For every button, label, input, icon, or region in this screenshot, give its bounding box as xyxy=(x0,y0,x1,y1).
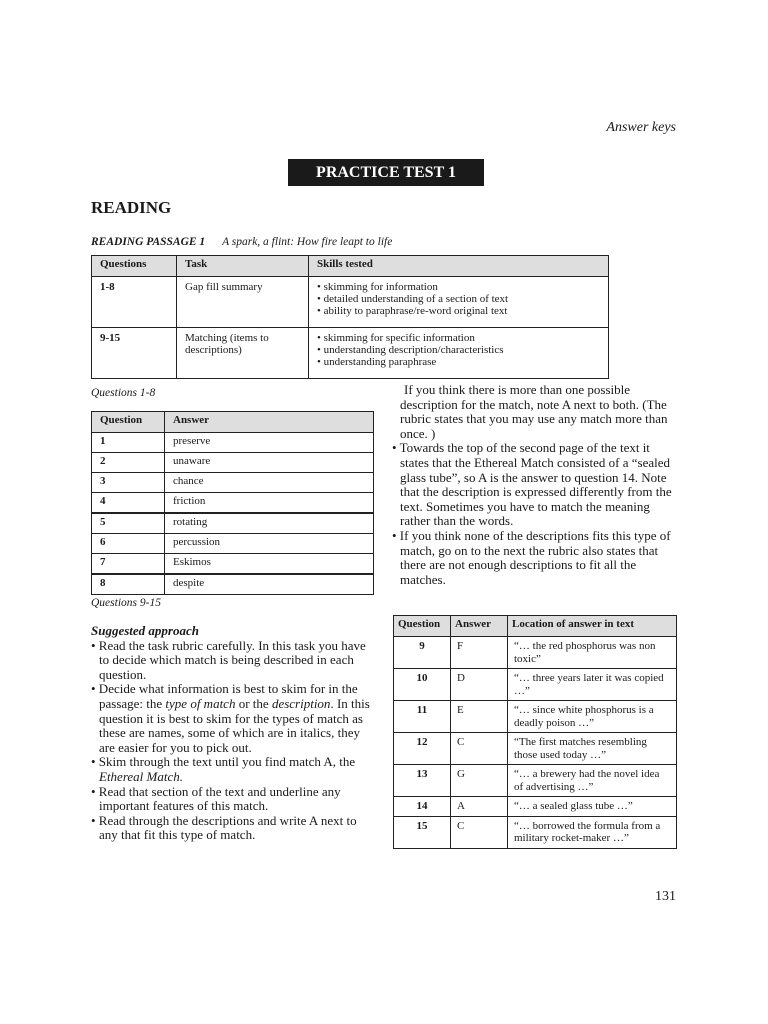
table-row xyxy=(92,473,374,493)
approach-emphasis: type of match xyxy=(165,695,236,711)
overview-table xyxy=(91,255,609,379)
passage-label: READING PASSAGE 1 xyxy=(91,236,206,248)
table-row xyxy=(92,433,374,453)
table-row xyxy=(92,574,374,595)
table-row xyxy=(92,513,374,534)
task-cell: Matching (items to descriptions) xyxy=(177,328,309,379)
table-row xyxy=(92,453,374,473)
suggested-approach xyxy=(91,624,376,843)
table-row xyxy=(394,797,677,817)
location-cell: “… three years later it was copied …” xyxy=(508,669,677,701)
table-row xyxy=(394,637,677,669)
answer-cell: despite xyxy=(165,574,374,595)
location-cell: “… a sealed glass tube …” xyxy=(508,797,677,817)
location-cell: “… the red phosphorus was non toxic” xyxy=(508,637,677,669)
passage-title: A spark, a flint: How fire leapt to life xyxy=(222,236,393,248)
table-row xyxy=(92,534,374,554)
running-head: Answer keys xyxy=(606,120,676,135)
question-cell: 9 xyxy=(394,637,451,669)
table-row xyxy=(394,701,677,733)
question-cell: 8 xyxy=(92,574,165,595)
answer-cell: D xyxy=(451,669,508,701)
approach-bullet: • Towards the top of the second page of the text it states that the Ethereal Match consisted of a “sealed glass tube”, so A is the answer to question 14. Note that the description is expressed differently from the text. Sometimes you have to match the meaning rather than the words. xyxy=(392,440,672,529)
approach-bullet: • Read the task rubric carefully. In this task you have to decide which match is being described in each question. xyxy=(91,637,366,682)
question-cell: 5 xyxy=(92,513,165,534)
question-cell: 2 xyxy=(92,453,165,473)
approach-emphasis: description xyxy=(271,695,331,711)
question-cell: 10 xyxy=(394,669,451,701)
table-row xyxy=(92,328,609,379)
answer-cell: F xyxy=(451,637,508,669)
passage-line xyxy=(91,236,392,248)
answer-cell: chance xyxy=(165,473,374,493)
skill-item: • detailed understanding of a section of text xyxy=(317,293,509,305)
skill-item: • ability to paraphrase/re-word original text xyxy=(317,305,508,317)
col-header-task: Task xyxy=(177,256,309,277)
skill-item: • skimming for specific information xyxy=(317,332,475,344)
answer-cell: G xyxy=(451,765,508,797)
question-cell: 12 xyxy=(394,733,451,765)
table-row xyxy=(92,554,374,575)
page-title: PRACTICE TEST 1 xyxy=(288,159,484,186)
question-cell: 6 xyxy=(92,534,165,554)
answers-9-15-table xyxy=(393,615,677,849)
answer-cell: Eskimos xyxy=(165,554,374,575)
col-header-question: Question xyxy=(394,616,451,637)
question-cell: 13 xyxy=(394,765,451,797)
answer-cell: unaware xyxy=(165,453,374,473)
suggested-approach-heading: Suggested approach xyxy=(91,623,199,638)
skills-cell xyxy=(309,277,609,328)
answer-cell: percussion xyxy=(165,534,374,554)
col-header-answer: Answer xyxy=(451,616,508,637)
table-row xyxy=(394,669,677,701)
col-header-location: Location of answer in text xyxy=(508,616,677,637)
question-cell: 14 xyxy=(394,797,451,817)
answer-cell: friction xyxy=(165,493,374,514)
answer-cell: preserve xyxy=(165,433,374,453)
answer-cell: rotating xyxy=(165,513,374,534)
task-cell: Gap fill summary xyxy=(177,277,309,328)
continued-paragraph: If you think there is more than one possible description for the match, note A next to both. (The rubric states that you may use any match more than once. ) xyxy=(400,382,668,441)
section-heading: READING xyxy=(91,198,172,217)
question-cell: 7 xyxy=(92,554,165,575)
table-row xyxy=(394,816,677,848)
questions-cell: 9-15 xyxy=(100,332,121,344)
table-row xyxy=(92,493,374,514)
col-header-answer: Answer xyxy=(165,412,374,433)
approach-bullet xyxy=(91,682,376,755)
approach-text: . In this question it is best to skim for the types of match as these are names, some of which are in italics, they are easier for you to pick out. xyxy=(99,695,370,755)
questions-9-15-label: Questions 9-15 xyxy=(91,597,161,609)
skills-cell xyxy=(309,328,609,379)
approach-text: • Decide what information is best to skim for in the passage: the xyxy=(91,681,358,711)
col-header-questions: Questions xyxy=(92,256,177,277)
answer-cell: C xyxy=(451,733,508,765)
question-cell: 15 xyxy=(394,816,451,848)
question-cell: 1 xyxy=(92,433,165,453)
answer-cell: C xyxy=(451,816,508,848)
table-row xyxy=(394,765,677,797)
questions-1-8-label: Questions 1-8 xyxy=(91,387,156,399)
table-row xyxy=(92,277,609,328)
skill-item: • understanding description/characteristics xyxy=(317,344,504,356)
table-row xyxy=(394,733,677,765)
question-cell: 4 xyxy=(92,493,165,514)
skill-item: • skimming for information xyxy=(317,281,438,293)
approach-text: • Skim through the text until you find match A, the xyxy=(91,754,356,770)
location-cell: “The first matches resembling those used today …” xyxy=(508,733,677,765)
location-cell: “… a brewery had the novel idea of advertising …” xyxy=(508,765,677,797)
col-header-skills: Skills tested xyxy=(309,256,609,277)
questions-cell: 1-8 xyxy=(92,277,177,328)
question-cell: 3 xyxy=(92,473,165,493)
location-cell: “… borrowed the formula from a military rocket-maker …” xyxy=(508,816,677,848)
answers-1-8-table xyxy=(91,411,374,595)
location-cell: “… since white phosphorus is a deadly poison …” xyxy=(508,701,677,733)
question-cell: 11 xyxy=(394,701,451,733)
approach-bullet: • If you think none of the descriptions fits this type of match, go on to the next the rubric also states that there are not enough descriptions to fit all the matches. xyxy=(392,527,671,587)
answer-cell: E xyxy=(451,701,508,733)
approach-bullet: • Read that section of the text and underline any important features of this match. xyxy=(91,783,341,814)
page-number: 131 xyxy=(655,889,676,904)
right-column-text xyxy=(392,383,678,587)
approach-bullet: • Read through the descriptions and write A next to any that fit this type of match. xyxy=(91,812,357,843)
skill-item: • understanding paraphrase xyxy=(317,356,437,368)
col-header-question: Question xyxy=(92,412,165,433)
approach-text: or the xyxy=(235,695,272,711)
approach-bullet xyxy=(91,755,376,784)
answer-cell: A xyxy=(451,797,508,817)
approach-emphasis: Ethereal Match. xyxy=(99,768,183,784)
